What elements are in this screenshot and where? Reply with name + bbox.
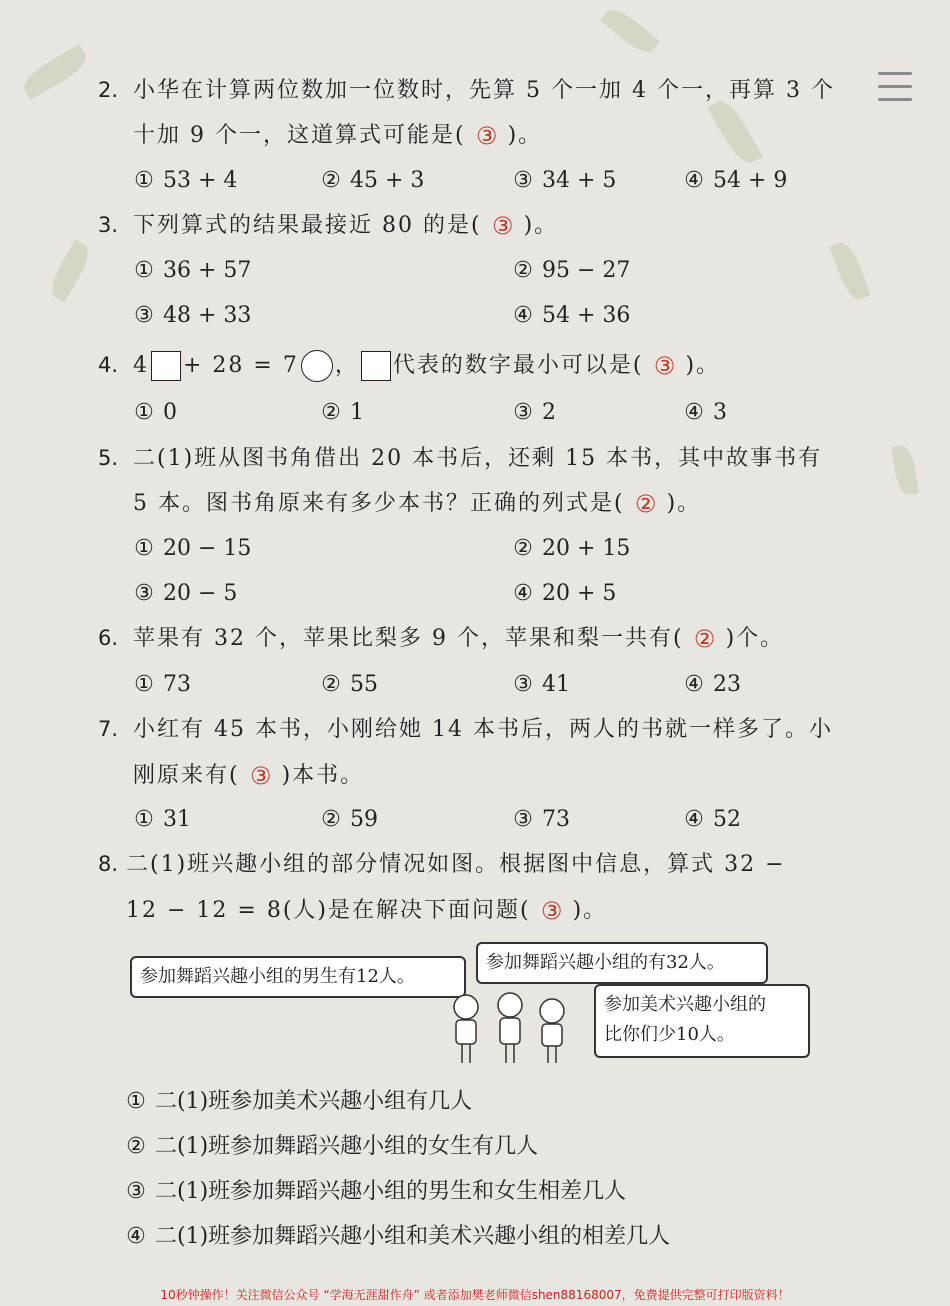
question-number: 8.	[98, 852, 119, 876]
option-mark: ①	[134, 400, 154, 425]
option-mark: ④	[513, 581, 533, 606]
question-text-part: 苹果有 32 个，苹果比梨多 9 个，苹果和梨一共有(	[133, 626, 684, 651]
option-mark: ①	[134, 807, 154, 832]
option-mark: ②	[321, 168, 341, 193]
option	[512, 534, 630, 564]
option	[320, 805, 378, 835]
question-number: 3.	[98, 213, 119, 237]
option-mark: ④	[684, 672, 704, 697]
option-text: 73	[542, 807, 570, 832]
option-text: 二(1)班参加舞蹈兴趣小组和美术兴趣小组的相差几人	[155, 1224, 671, 1249]
option	[512, 670, 570, 700]
question-text-part: )。	[523, 213, 559, 238]
question-number: 6.	[98, 626, 119, 650]
option-mark: ④	[684, 168, 704, 193]
children-illustration	[440, 985, 590, 1067]
question-text-part: 十加 9 个一，这道算式可能是(	[133, 123, 466, 148]
footer-notice: 10秒钟操作！关注微信公众号 “学海无涯甜作舟” 或者添加樊老师微信shen88168007，免费提供完整可打印版资料！	[160, 1288, 790, 1302]
answer-mark: ②	[693, 625, 716, 653]
option	[320, 398, 364, 428]
question-text	[133, 489, 701, 519]
speech-bubble	[594, 984, 810, 1058]
option-text: 59	[350, 807, 378, 832]
question-text-part: )。	[666, 491, 702, 516]
option	[683, 398, 727, 428]
option-mark: ①	[134, 258, 154, 283]
option-mark: ③	[126, 1179, 146, 1204]
question-text-part: 刚原来有(	[133, 763, 240, 788]
option-text: 0	[163, 400, 177, 425]
option-text: 二(1)班参加舞蹈兴趣小组的男生和女生相差几人	[155, 1179, 627, 1204]
option-text: 48 + 33	[163, 303, 252, 328]
answer-mark: ②	[634, 490, 657, 518]
option-mark: ③	[134, 581, 154, 606]
question-text	[133, 761, 364, 791]
option	[133, 670, 191, 700]
option	[133, 256, 251, 286]
question-text-part: )。	[685, 353, 721, 378]
option	[683, 670, 741, 700]
option	[133, 534, 251, 564]
question-number: 5.	[98, 446, 119, 470]
option-mark: ②	[513, 258, 533, 283]
leaf-decoration	[19, 44, 92, 100]
option-text: 二(1)班参加美术兴趣小组有几人	[155, 1089, 473, 1114]
answer-mark: ③	[491, 212, 514, 240]
option-mark: ①	[134, 168, 154, 193]
leaf-decoration	[707, 96, 763, 169]
option	[512, 398, 556, 428]
option-mark: ④	[126, 1224, 146, 1249]
option	[683, 166, 787, 196]
option-mark: ④	[684, 807, 704, 832]
option	[320, 670, 378, 700]
option	[125, 1177, 626, 1207]
option-text: 34 + 5	[542, 168, 617, 193]
option-text: 1	[350, 400, 364, 425]
equation-part: + 28 = 7	[183, 353, 299, 378]
option-text: 20 − 15	[163, 536, 252, 561]
option-text: 20 + 15	[542, 536, 631, 561]
equation-part: 4	[133, 353, 149, 378]
answer-mark: ③	[249, 762, 272, 790]
option-mark: ②	[126, 1134, 146, 1159]
question-text	[133, 624, 784, 654]
option-text: 20 − 5	[163, 581, 238, 606]
option-mark: ③	[513, 168, 533, 193]
option-text: 36 + 57	[163, 258, 252, 283]
option	[683, 805, 741, 835]
option-text: 二(1)班参加舞蹈兴趣小组的女生有几人	[155, 1134, 539, 1159]
option-text: 95 − 27	[542, 258, 631, 283]
option	[512, 301, 630, 331]
option-mark: ③	[513, 807, 533, 832]
option-text: 54 + 9	[713, 168, 788, 193]
option-mark: ①	[126, 1089, 146, 1114]
option	[133, 398, 177, 428]
option-text: 52	[713, 807, 741, 832]
option-mark: ③	[134, 303, 154, 328]
option-text: 2	[542, 400, 556, 425]
answer-mark: ③	[475, 122, 498, 150]
speech-bubble: 参加舞蹈兴趣小组的有32人。	[476, 942, 768, 984]
question-text-part: )。	[507, 123, 543, 148]
option	[512, 166, 616, 196]
option	[125, 1132, 538, 1162]
question-text: 二(1)班从图书角借出 20 本书后，还剩 15 本书，其中故事书有	[133, 446, 823, 471]
option	[133, 166, 237, 196]
option	[320, 166, 424, 196]
question-text: 小红有 45 本书，小刚给她 14 本书后，两人的书就一样多了。小	[133, 717, 833, 742]
option-mark: ③	[513, 672, 533, 697]
question-text	[133, 211, 558, 241]
option-mark: ④	[513, 303, 533, 328]
blank-square	[361, 351, 391, 381]
option	[125, 1222, 670, 1252]
option	[133, 805, 191, 835]
option-text: 55	[350, 672, 378, 697]
question-text-part: 代表的数字最小可以是(	[392, 353, 644, 378]
question-text	[126, 896, 607, 926]
question-text: 二(1)班兴趣小组的部分情况如图。根据图中信息，算式 32 −	[126, 852, 786, 877]
equation-part: ，	[334, 353, 359, 378]
option-mark: ②	[513, 536, 533, 561]
blank-circle	[301, 350, 333, 382]
option-text: 31	[163, 807, 191, 832]
speech-bubble: 参加舞蹈兴趣小组的男生有12人。	[130, 956, 466, 998]
option-mark: ②	[321, 672, 341, 697]
option	[133, 301, 251, 331]
menu-icon[interactable]	[878, 72, 912, 111]
option-text: 23	[713, 672, 741, 697]
option-text: 53 + 4	[163, 168, 238, 193]
option-text: 20 + 5	[542, 581, 617, 606]
option-text: 41	[542, 672, 570, 697]
option-text: 73	[163, 672, 191, 697]
option	[133, 579, 237, 609]
question-text-part: )本书。	[281, 763, 365, 788]
leaf-decoration	[45, 240, 94, 303]
question-text	[133, 121, 542, 151]
option-mark: ①	[134, 536, 154, 561]
option	[512, 805, 570, 835]
option	[125, 1087, 472, 1117]
answer-mark: ③	[653, 352, 676, 380]
leaf-decoration	[891, 444, 919, 497]
leaf-decoration	[600, 3, 660, 58]
blank-square	[151, 351, 181, 381]
question-number: 2.	[98, 78, 119, 102]
question-text-part: 下列算式的结果最接近 80 的是(	[133, 213, 482, 238]
question-number: 7.	[98, 717, 119, 741]
option-mark: ②	[321, 400, 341, 425]
answer-mark: ③	[540, 897, 563, 925]
question-text-part: 12 − 12 = 8(人)是在解决下面问题(	[126, 898, 531, 923]
question-text-part: )个。	[725, 626, 785, 651]
option	[512, 579, 616, 609]
option-text: 45 + 3	[350, 168, 425, 193]
option-mark: ①	[134, 672, 154, 697]
bubble-line: 参加美术兴趣小组的	[604, 994, 766, 1015]
option-mark: ③	[513, 400, 533, 425]
option-text: 3	[713, 400, 727, 425]
question-text: 小华在计算两位数加一位数时，先算 5 个一加 4 个一，再算 3 个	[133, 78, 835, 103]
bubble-line: 比你们少10人。	[604, 1024, 735, 1045]
leaf-decoration	[829, 239, 870, 303]
question-number: 4.	[98, 353, 119, 377]
question-text	[133, 350, 720, 382]
option-text: 54 + 36	[542, 303, 631, 328]
option-mark: ②	[321, 807, 341, 832]
question-text-part: )。	[572, 898, 608, 923]
question-text-part: 5 本。图书角原来有多少本书？正确的列式是(	[133, 491, 625, 516]
option-mark: ④	[684, 400, 704, 425]
option	[512, 256, 630, 286]
